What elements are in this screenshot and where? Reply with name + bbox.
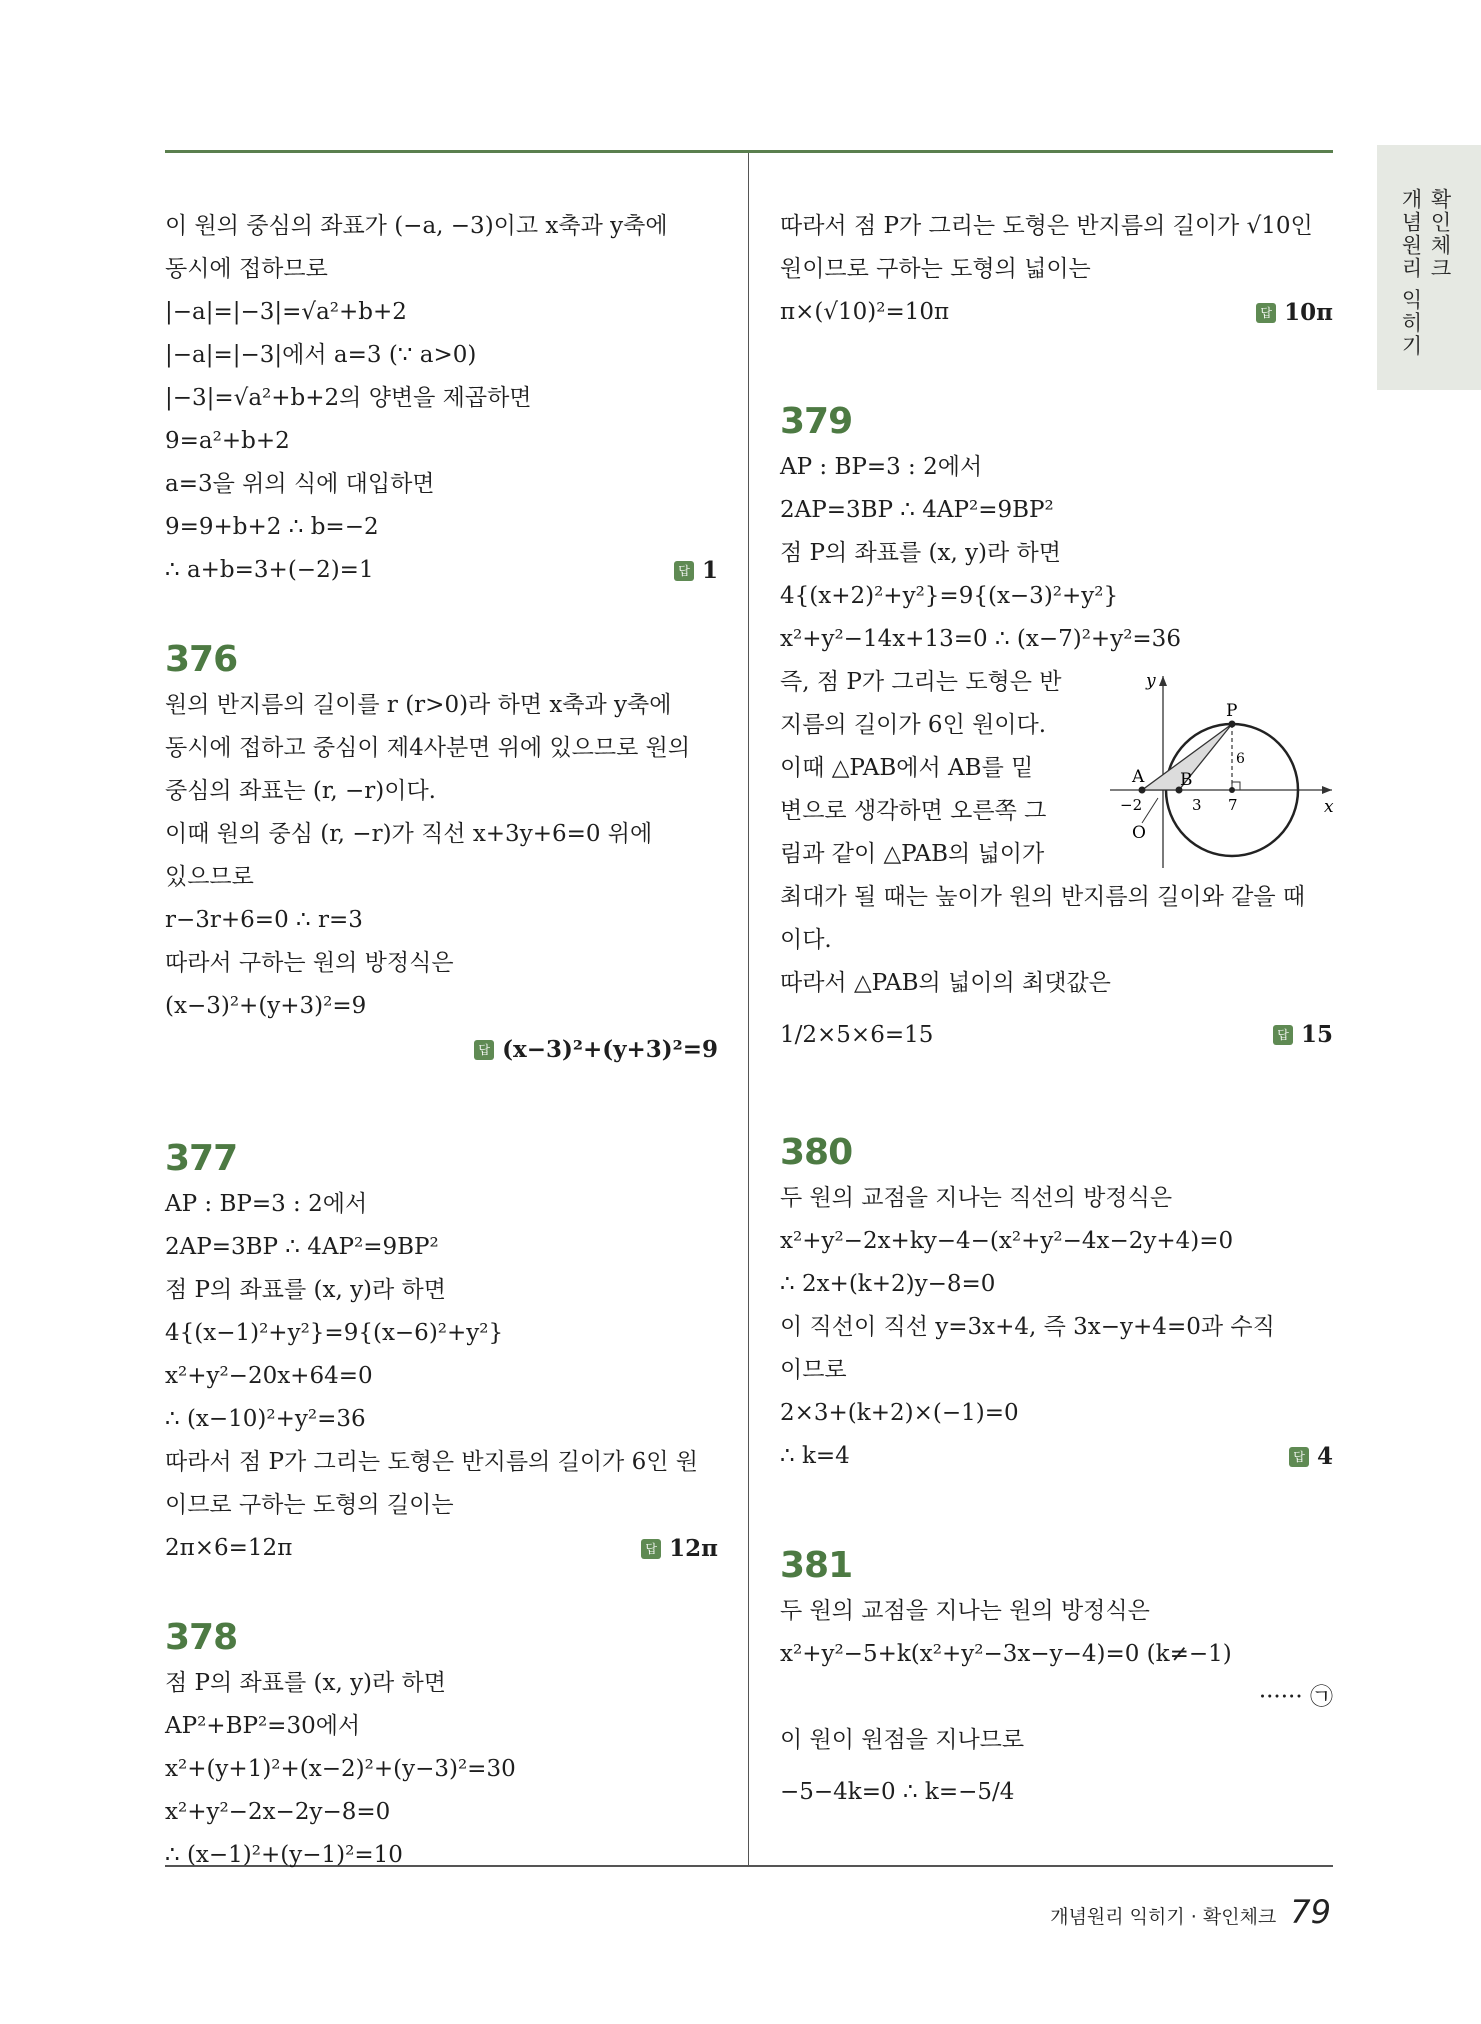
answer-value: 12π (669, 1535, 718, 1562)
answer-line (165, 1527, 718, 1570)
problem-number: 381 (780, 1545, 853, 1586)
answer (474, 1028, 718, 1071)
answer (641, 1527, 718, 1570)
text-line: 지름의 길이가 6인 원이다. (780, 712, 1047, 738)
text-line: 원의 반지름의 길이를 r (r>0)라 하면 x축과 y축에 (165, 692, 672, 718)
spacer (780, 1478, 1333, 1542)
text-line: 2AP=3BP ∴ 4AP²=9BP² (780, 497, 1054, 523)
text-line: 동시에 접하므로 (165, 256, 328, 282)
text-line: x²+y²−2x+ky−4−(x²+y²−4x−2y+4)=0 (780, 1228, 1234, 1254)
text-line: 9=a²+b+2 (165, 428, 290, 454)
problem-number: 378 (165, 1617, 238, 1658)
text-line: 림과 같이 △PAB의 넓이가 (780, 841, 1045, 867)
text-line: (x−3)²+(y+3)²=9 (165, 993, 367, 1019)
page-number: 79 (1290, 1893, 1331, 1931)
text-line: 이 원이 원점을 지나므로 (780, 1727, 1025, 1753)
answer-value: 15 (1300, 1021, 1333, 1048)
text-line: 이므로 구하는 도형의 길이는 (165, 1492, 454, 1518)
label-a: A (1132, 767, 1145, 787)
text-line: 4{(x+2)²+y²}=9{(x−3)²+y²} (780, 583, 1119, 609)
label-p: P (1226, 701, 1238, 721)
text-line: ∴ a+b=3+(−2)=1 (165, 557, 374, 583)
text-line: π×(√10)²=10π (780, 299, 950, 325)
problem-number: 380 (780, 1132, 853, 1173)
text-line: |−3|=√a²+b+2의 양변을 제곱하면 (165, 385, 532, 411)
side-tab-subtitle: 개념원리 익히기 (1399, 188, 1423, 358)
label-3: 3 (1192, 796, 1202, 814)
text-line: 따라서 구하는 원의 방정식은 (165, 950, 454, 976)
right-column (780, 205, 1333, 1822)
text-line: 두 원의 교점을 지나는 직선의 방정식은 (780, 1185, 1173, 1211)
answer-line (780, 291, 1333, 334)
label-y: y (1146, 671, 1156, 691)
text-line: 이 직선이 직선 y=3x+4, 즉 3x−y+4=0과 수직 (780, 1314, 1275, 1340)
spacer (780, 1065, 1333, 1129)
answer (1273, 1005, 1333, 1065)
answer-line (780, 1435, 1333, 1478)
problem-number: 376 (165, 639, 238, 680)
text-line: 2×3+(k+2)×(−1)=0 (780, 1400, 1019, 1426)
text-line: |−a|=|−3|=√a²+b+2 (165, 299, 407, 325)
spacer (165, 1071, 718, 1135)
text-line: 2π×6=12π (165, 1535, 293, 1561)
text-line: 최대가 될 때는 높이가 원의 반지름의 길이와 같을 때 (780, 884, 1306, 910)
answer-badge-icon: 답 (1273, 1025, 1293, 1045)
text-line: 변으로 생각하면 오른쪽 그 (780, 798, 1047, 824)
answer (1289, 1435, 1333, 1478)
page-footer (1050, 1893, 1331, 1931)
text-line: 원이므로 구하는 도형의 넓이는 (780, 256, 1091, 282)
answer (1256, 291, 1333, 334)
text-line: 1/2×5×6=15 (780, 1022, 934, 1048)
text-line: AP : BP=3 : 2에서 (780, 454, 983, 480)
text-line: 2AP=3BP ∴ 4AP²=9BP² (165, 1234, 439, 1260)
text-line: 두 원의 교점을 지나는 원의 방정식은 (780, 1598, 1150, 1624)
text-line: x²+(y+1)²+(x−2)²+(y−3)²=30 (165, 1756, 516, 1782)
answer-line (780, 1005, 1333, 1065)
answer-line (165, 549, 718, 592)
text-line: 이때 원의 중심 (r, −r)가 직선 x+3y+6=0 위에 (165, 821, 653, 847)
text-line: 따라서 점 P가 그리는 도형은 반지름의 길이가 6인 원 (165, 1449, 698, 1475)
text-line: 이므로 (780, 1357, 847, 1383)
label-7: 7 (1228, 796, 1238, 814)
spacer (165, 592, 718, 636)
text-line: 이때 △PAB에서 AB를 밑 (780, 755, 1034, 781)
column-divider (748, 153, 749, 1865)
text-line: 동시에 접하고 중심이 제4사분면 위에 있으므로 원의 (165, 735, 691, 761)
text-line: 이다. (780, 927, 832, 953)
label-x: x (1324, 797, 1334, 817)
answer-value: 4 (1316, 1443, 1333, 1470)
text-line: ∴ (x−1)²+(y−1)²=10 (165, 1842, 403, 1868)
text-line: x²+y²−2x−2y−8=0 (165, 1799, 391, 1825)
text-line: 따라서 △PAB의 넓이의 최댓값은 (780, 970, 1111, 996)
answer-value: (x−3)²+(y+3)²=9 (502, 1036, 718, 1063)
answer-badge-icon: 답 (674, 561, 694, 581)
text-line: 따라서 점 P가 그리는 도형은 반지름의 길이가 √10인 (780, 213, 1313, 239)
answer-badge-icon: 답 (474, 1040, 494, 1060)
text-line: −5−4k=0 ∴ k=−5/4 (780, 1779, 1015, 1805)
label-minus-2: −2 (1120, 796, 1143, 814)
text-line: |−a|=|−3|에서 a=3 (∵ a>0) (165, 342, 477, 368)
text-line: 4{(x−1)²+y²}=9{(x−6)²+y²} (165, 1320, 504, 1346)
answer-value: 1 (701, 557, 718, 584)
text-line: 점 P의 좌표를 (x, y)라 하면 (780, 540, 1061, 566)
label-b: B (1180, 770, 1193, 790)
side-tab-title: 확인체크 (1428, 188, 1452, 280)
circle-figure (1100, 668, 1340, 878)
spacer (780, 334, 1333, 398)
answer-badge-icon: 답 (641, 1539, 661, 1559)
footer-label: 개념원리 익히기 · 확인체크 (1050, 1906, 1277, 1928)
answer-badge-icon: 답 (1289, 1447, 1309, 1467)
text-line: AP : BP=3 : 2에서 (165, 1191, 368, 1217)
answer-badge-icon: 답 (1256, 303, 1276, 323)
spacer (165, 1570, 718, 1614)
text-line: x²+y²−20x+64=0 (165, 1363, 373, 1389)
answer-line (165, 1028, 718, 1071)
problem-number: 377 (165, 1138, 238, 1179)
text-line: x²+y²−5+k(x²+y²−3x−y−4)=0 (k≠−1) (780, 1641, 1232, 1667)
equation-tag: ······ ㉠ (1258, 1684, 1333, 1710)
answer-value: 10π (1284, 299, 1333, 326)
text-line: AP²+BP²=30에서 (165, 1713, 361, 1739)
label-o: O (1132, 823, 1146, 843)
answer (674, 549, 718, 592)
text-line: ∴ k=4 (780, 1443, 850, 1469)
label-6: 6 (1236, 751, 1245, 767)
text-line: ∴ (x−10)²+y²=36 (165, 1406, 366, 1432)
text-line: 중심의 좌표는 (r, −r)이다. (165, 778, 436, 804)
text-line: x²+y²−14x+13=0 ∴ (x−7)²+y²=36 (780, 626, 1181, 652)
text-line: 이 원의 중심의 좌표가 (−a, −3)이고 x축과 y축에 (165, 213, 668, 239)
text-line: 점 P의 좌표를 (x, y)라 하면 (165, 1670, 446, 1696)
text-line: 점 P의 좌표를 (x, y)라 하면 (165, 1277, 446, 1303)
text-line: ∴ 2x+(k+2)y−8=0 (780, 1271, 996, 1297)
text-line: 있으므로 (165, 864, 254, 890)
problem-number: 379 (780, 401, 853, 442)
text-line: a=3을 위의 식에 대입하면 (165, 471, 435, 497)
text-line: r−3r+6=0 ∴ r=3 (165, 907, 363, 933)
left-column (165, 205, 718, 1877)
text-line: 즉, 점 P가 그리는 도형은 반 (780, 669, 1062, 695)
text-line: 9=9+b+2 ∴ b=−2 (165, 514, 379, 540)
top-rule (165, 150, 1333, 153)
